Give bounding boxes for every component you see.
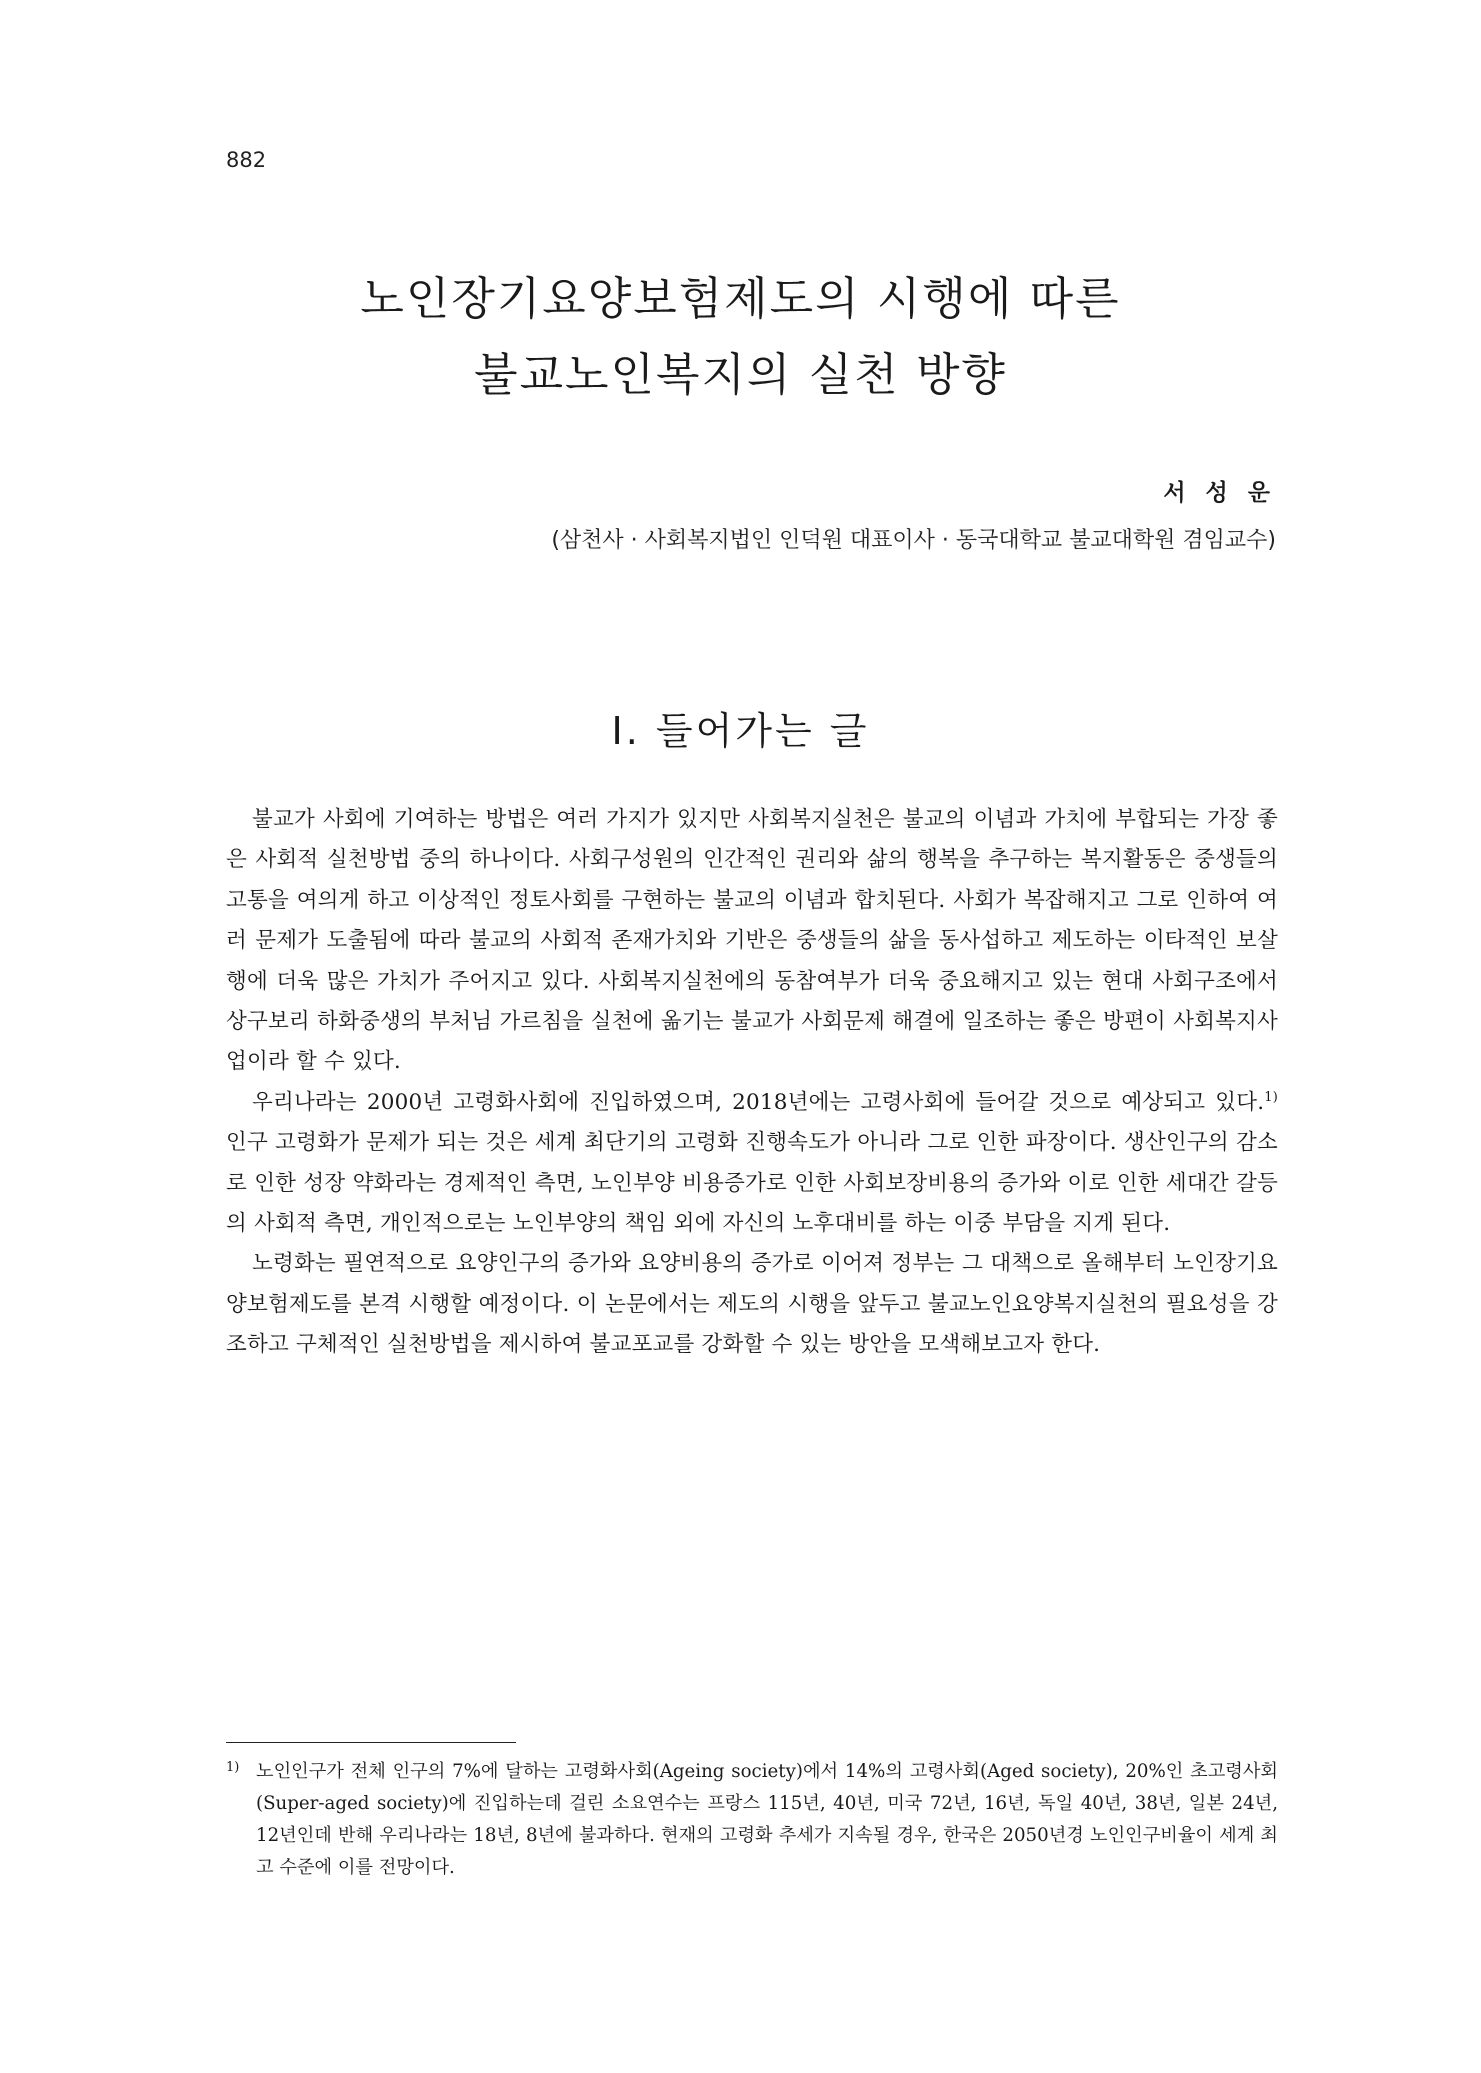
footnote-marker: 1) <box>226 1760 240 1775</box>
paper-title-line-2: 불교노인복지의 실천 방향 <box>474 348 1007 401</box>
footnote-divider <box>226 1742 516 1743</box>
section-heading: I. 들어가는 글 <box>611 709 870 753</box>
paragraph-2 <box>226 1083 1278 1245</box>
footnote-reference[interactable]: 1) <box>1264 1089 1278 1105</box>
author-affiliation: (삼천사 · 사회복지법인 인덕원 대표이사 · 동국대학교 불교대학원 겸임교수) <box>551 528 1276 553</box>
body-text <box>226 800 1278 1366</box>
paper-title-line-1: 노인장기요양보험제도의 시행에 따른 <box>360 272 1121 325</box>
paragraph-2-text-a: 우리나라는 2000년 고령화사회에 진입하였으며, 2018년에는 고령사회에 들어갈 것으로 예상되고 있다. <box>252 1089 1265 1115</box>
paragraph-2-text-b: 인구 고령화가 문제가 되는 것은 세계 최단기의 고령화 진행속도가 아니라 그로 인한 파장이다. 생산인구의 감소로 인한 성장 약화라는 경제적인 측면, 노인부양 비용증가로 인한 사회보장비용의 증가와 이로 인한 세대간 갈등의 사회적 측면, 개인적으로는 노인부양의 책임 외에 자신의 노후대비를 하는 이중 부담을 지게 된다. <box>226 1130 1278 1237</box>
footnote-text: 노인인구가 전체 인구의 7%에 달하는 고령화사회(Ageing society)에서 14%의 고령사회(Aged society), 20%인 초고령사회(Super-aged society)에 진입하는데 걸린 소요연수는 프랑스 115년, 40년, 미국 72년, 16년, 독일 40년, 38년, 일본 24년, 12년인데 반해 우리나라는 18년, 8년에 불과하다. 현재의 고령화 추세가 지속될 경우, 한국은 2050년경 노인인구비율이 세계 최고 수준에 이를 전망이다. <box>256 1761 1278 1878</box>
page-number: 882 <box>226 148 267 172</box>
paragraph-3: 노령화는 필연적으로 요양인구의 증가와 요양비용의 증가로 이어져 정부는 그 대책으로 올해부터 노인장기요양보험제도를 본격 시행할 예정이다. 이 논문에서는 제도의 시행을 앞두고 불교노인요양복지실천의 필요성을 강조하고 구체적인 실천방법을 제시하여 불교포교를 강화할 수 있는 방안을 모색해보고자 한다. <box>226 1251 1278 1358</box>
paragraph-1: 불교가 사회에 기여하는 방법은 여러 가지가 있지만 사회복지실천은 불교의 이념과 가치에 부합되는 가장 좋은 사회적 실천방법 중의 하나이다. 사회구성원의 인간적인 권리와 삶의 행복을 추구하는 복지활동은 중생들의 고통을 여의게 하고 이상적인 정토사회를 구현하는 불교의 이념과 합치된다. 사회가 복잡해지고 그로 인하여 여러 문제가 도출됨에 따라 불교의 사회적 존재가치와 기반은 중생들의 삶을 동사섭하고 제도하는 이타적인 보살행에 더욱 많은 가치가 주어지고 있다. 사회복지실천에의 동참여부가 더욱 중요해지고 있는 현대 사회구조에서 상구보리 하화중생의 부처님 가르침을 실천에 옮기는 불교가 사회문제 해결에 일조하는 좋은 방편이 사회복지사업이라 할 수 있다. <box>226 807 1278 1075</box>
author-name: 서 성 운 <box>1163 480 1276 506</box>
footnote <box>226 1756 1278 1884</box>
